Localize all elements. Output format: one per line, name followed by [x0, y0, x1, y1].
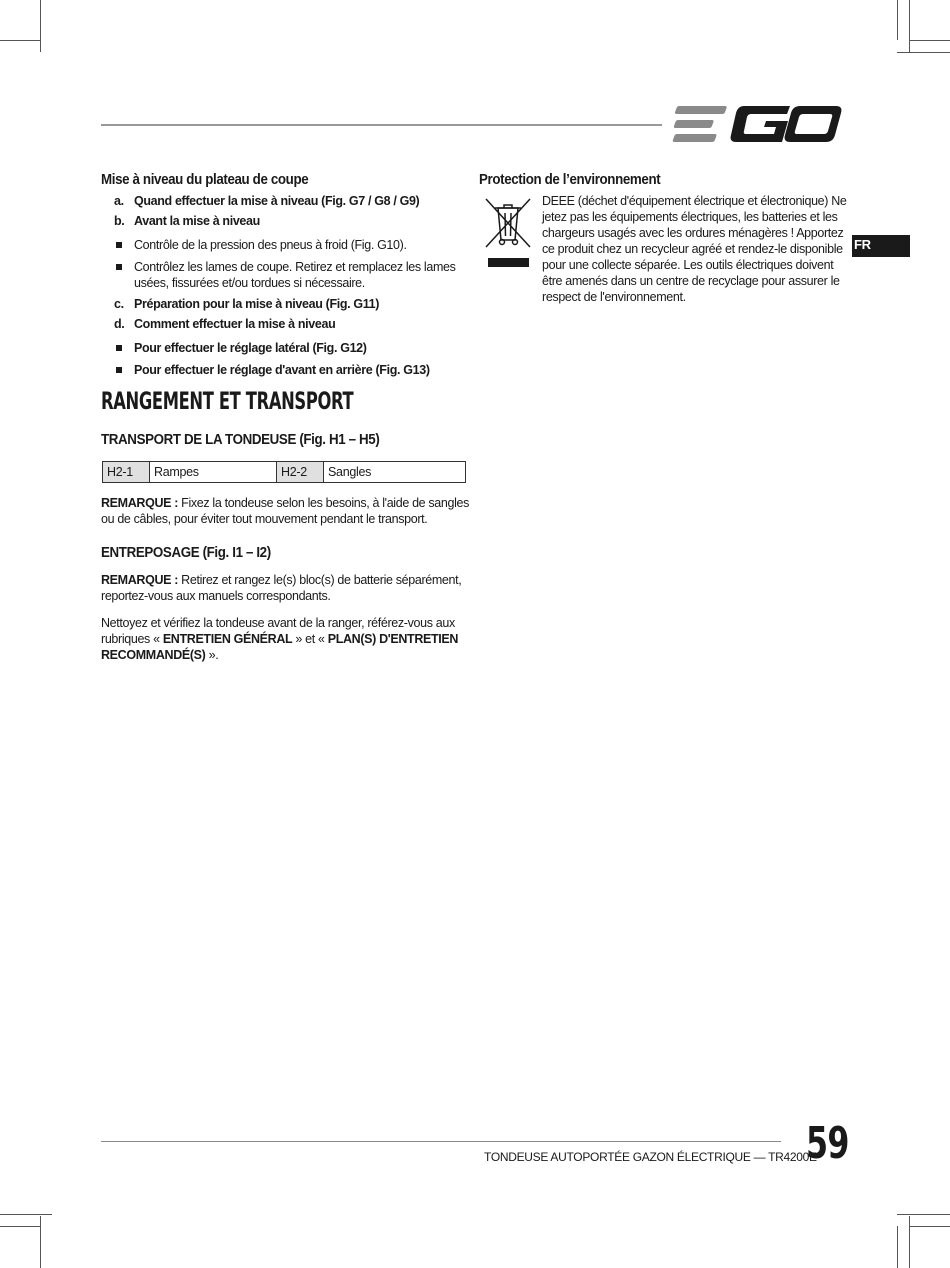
bullet-square-icon	[116, 264, 122, 270]
paragraph-line: DEEE (déchet d'équipement électrique et électronique) Ne	[542, 194, 847, 208]
bullet-text-line-1: Contrôlez les lames de coupe. Retirez et remplacez les lames	[134, 260, 456, 274]
table-cell-value: Sangles	[324, 462, 466, 483]
list-marker: c.	[114, 297, 124, 311]
list-marker: b.	[114, 214, 125, 228]
list-item-text: Comment effectuer la mise à niveau	[134, 317, 336, 331]
bullet-square-icon	[116, 367, 122, 373]
paragraph-line: jetez pas les équipements électriques, les batteries et les	[542, 210, 838, 224]
note-text-line-2: ou de câbles, pour éviter tout mouvement pendant le transport.	[101, 512, 428, 526]
bullet-item	[114, 259, 454, 291]
language-tab-label: FR	[854, 237, 871, 252]
paragraph-line: respect de l'environnement.	[542, 290, 686, 304]
list-item-text: Avant la mise à niveau	[134, 214, 260, 228]
environment-paragraph	[542, 193, 847, 305]
paragraph-text: » et «	[292, 632, 328, 646]
section-title-environment: Protection de l’environnement	[479, 172, 661, 188]
note-text-line-1: Retirez et rangez le(s) bloc(s) de batterie séparément,	[178, 573, 462, 587]
paragraph-line: ce produit chez un recycleur agréé et rendez-le disponible	[542, 242, 843, 256]
header-rule	[101, 124, 662, 126]
list-item-text: Quand effectuer la mise à niveau (Fig. G7 / G8 / G9)	[134, 194, 420, 208]
weee-crossed-bin-icon	[484, 196, 532, 268]
bullet-text-line-2: usées, fissurées et/ou tordues si nécessaire.	[134, 276, 365, 290]
bullet-text: Contrôle de la pression des pneus à froid (Fig. G10).	[134, 238, 407, 252]
paragraph-text: rubriques «	[101, 632, 163, 646]
page-number: 59	[806, 1118, 849, 1169]
section-title-storage: ENTREPOSAGE (Fig. I1 – I2)	[101, 545, 271, 561]
footer-product-title: TONDEUSE AUTOPORTÉE GAZON ÉLECTRIQUE — TR4200E	[484, 1150, 817, 1164]
chapter-title: RANGEMENT ET TRANSPORT	[101, 387, 354, 415]
note-label: REMARQUE :	[101, 573, 179, 587]
transport-note	[101, 495, 471, 527]
table-cell-value: Rampes	[150, 462, 277, 483]
parts-table	[102, 461, 466, 483]
table-row	[103, 462, 466, 483]
section-title-transport: TRANSPORT DE LA TONDEUSE (Fig. H1 – H5)	[101, 432, 380, 448]
section-title-deck-leveling: Mise à niveau du plateau de coupe	[101, 172, 309, 188]
storage-note	[101, 572, 471, 604]
paragraph-line-1: Nettoyez et vérifiez la tondeuse avant de la ranger, référez-vous aux	[101, 616, 455, 630]
paragraph-text: ».	[205, 648, 219, 662]
footer-rule	[101, 1141, 781, 1142]
paragraph-bold: ENTRETIEN GÉNÉRAL	[162, 632, 293, 646]
language-tab	[852, 235, 910, 257]
list-marker: a.	[114, 194, 124, 208]
paragraph-bold: RECOMMANDÉ(S)	[101, 648, 206, 662]
storage-paragraph	[101, 615, 471, 663]
paragraph-line: être amenés dans un centre de recyclage pour assurer le	[542, 274, 840, 288]
paragraph-line: chargeurs usagés avec les ordures ménagères ! Apportez	[542, 226, 844, 240]
bullet-square-icon	[116, 242, 122, 248]
note-text-line-2: reportez-vous aux manuels correspondants.	[101, 589, 331, 603]
note-label: REMARQUE :	[101, 496, 179, 510]
paragraph-bold: PLAN(S) D'ENTRETIEN	[327, 632, 459, 646]
note-text-line-1: Fixez la tondeuse selon les besoins, à l'aide de sangles	[178, 496, 470, 510]
bullet-text: Pour effectuer le réglage d'avant en arrière (Fig. G13)	[134, 363, 430, 377]
table-cell-key: H2-1	[103, 462, 150, 483]
list-item-text: Préparation pour la mise à niveau (Fig. G11)	[134, 297, 380, 311]
paragraph-line: pour une collecte séparée. Les outils électriques doivent	[542, 258, 834, 272]
ego-logo	[672, 104, 844, 144]
bullet-square-icon	[116, 345, 122, 351]
list-marker: d.	[114, 317, 125, 331]
bullet-text: Pour effectuer le réglage latéral (Fig. G12)	[134, 341, 367, 355]
table-cell-key: H2-2	[277, 462, 324, 483]
